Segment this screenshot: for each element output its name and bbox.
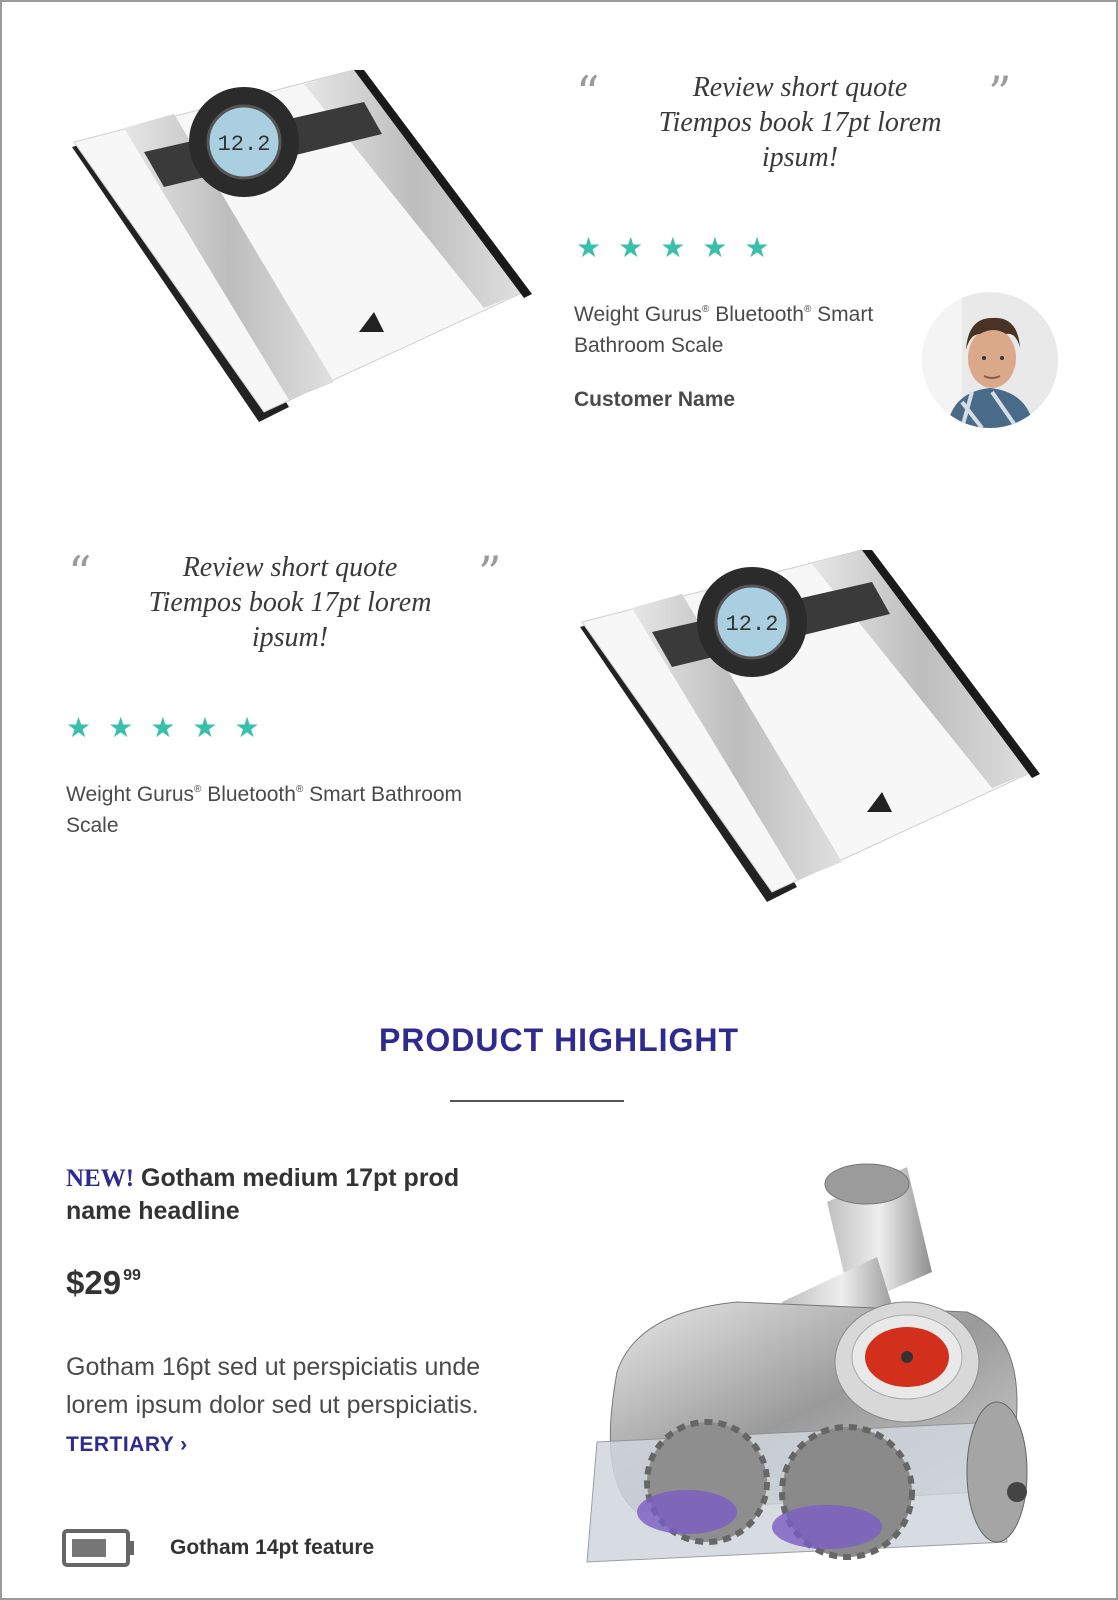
feature-label: Gotham 14pt feature	[170, 1536, 375, 1559]
star-rating	[576, 234, 770, 262]
quote-close-mark: ”	[478, 546, 502, 600]
product-price: $29 $^{99}$	[66, 1264, 141, 1301]
star-icon: ★	[234, 712, 260, 743]
review-product-name: Weight Gurus® Bluetooth® Smart Bathroom Scale	[574, 303, 874, 357]
star-icon: ★	[150, 712, 176, 743]
tertiary-link[interactable]: TERTIARY ›	[66, 1433, 188, 1456]
review-quote: Review short quote Tiempos book 17pt lorem ipsum!	[658, 72, 942, 173]
battery-icon	[62, 1529, 136, 1567]
svg-text:12.2: 12.2	[217, 132, 271, 157]
new-badge: NEW!	[66, 1165, 135, 1192]
product-image-scale-1	[64, 62, 534, 432]
feature-row	[62, 1528, 374, 1568]
product-image-scale-2	[572, 542, 1042, 912]
product-image-vacuum-tool	[577, 1162, 1047, 1597]
customer-avatar	[922, 292, 1058, 428]
star-icon: ★	[192, 712, 218, 743]
star-icon: ★	[108, 712, 134, 743]
product-headline: NEW! Gotham medium 17pt prod name headline	[66, 1164, 460, 1225]
star-icon: ★	[66, 712, 92, 743]
review-quote: Review short quote Tiempos book 17pt lorem ipsum!	[148, 552, 432, 653]
quote-open-mark: “	[68, 546, 92, 600]
star-icon: ★	[744, 232, 770, 263]
star-icon: ★	[702, 232, 728, 263]
svg-text:12.2: 12.2	[725, 612, 779, 637]
customer-name: Customer Name	[574, 388, 736, 411]
section-divider	[450, 1100, 624, 1102]
star-icon: ★	[660, 232, 686, 263]
star-rating	[66, 714, 260, 742]
star-icon: ★	[576, 232, 602, 263]
product-description: Gotham 16pt sed ut perspiciatis unde lorem ipsum dolor sed ut perspiciatis. TERTIARY ›	[66, 1353, 481, 1456]
review-product-name: Weight Gurus® Bluetooth® Smart Bathroom Scale	[66, 783, 463, 837]
section-title: PRODUCT HIGHLIGHT	[378, 1022, 740, 1058]
quote-close-mark: ”	[988, 66, 1012, 120]
quote-open-mark: “	[576, 66, 600, 120]
star-icon: ★	[618, 232, 644, 263]
